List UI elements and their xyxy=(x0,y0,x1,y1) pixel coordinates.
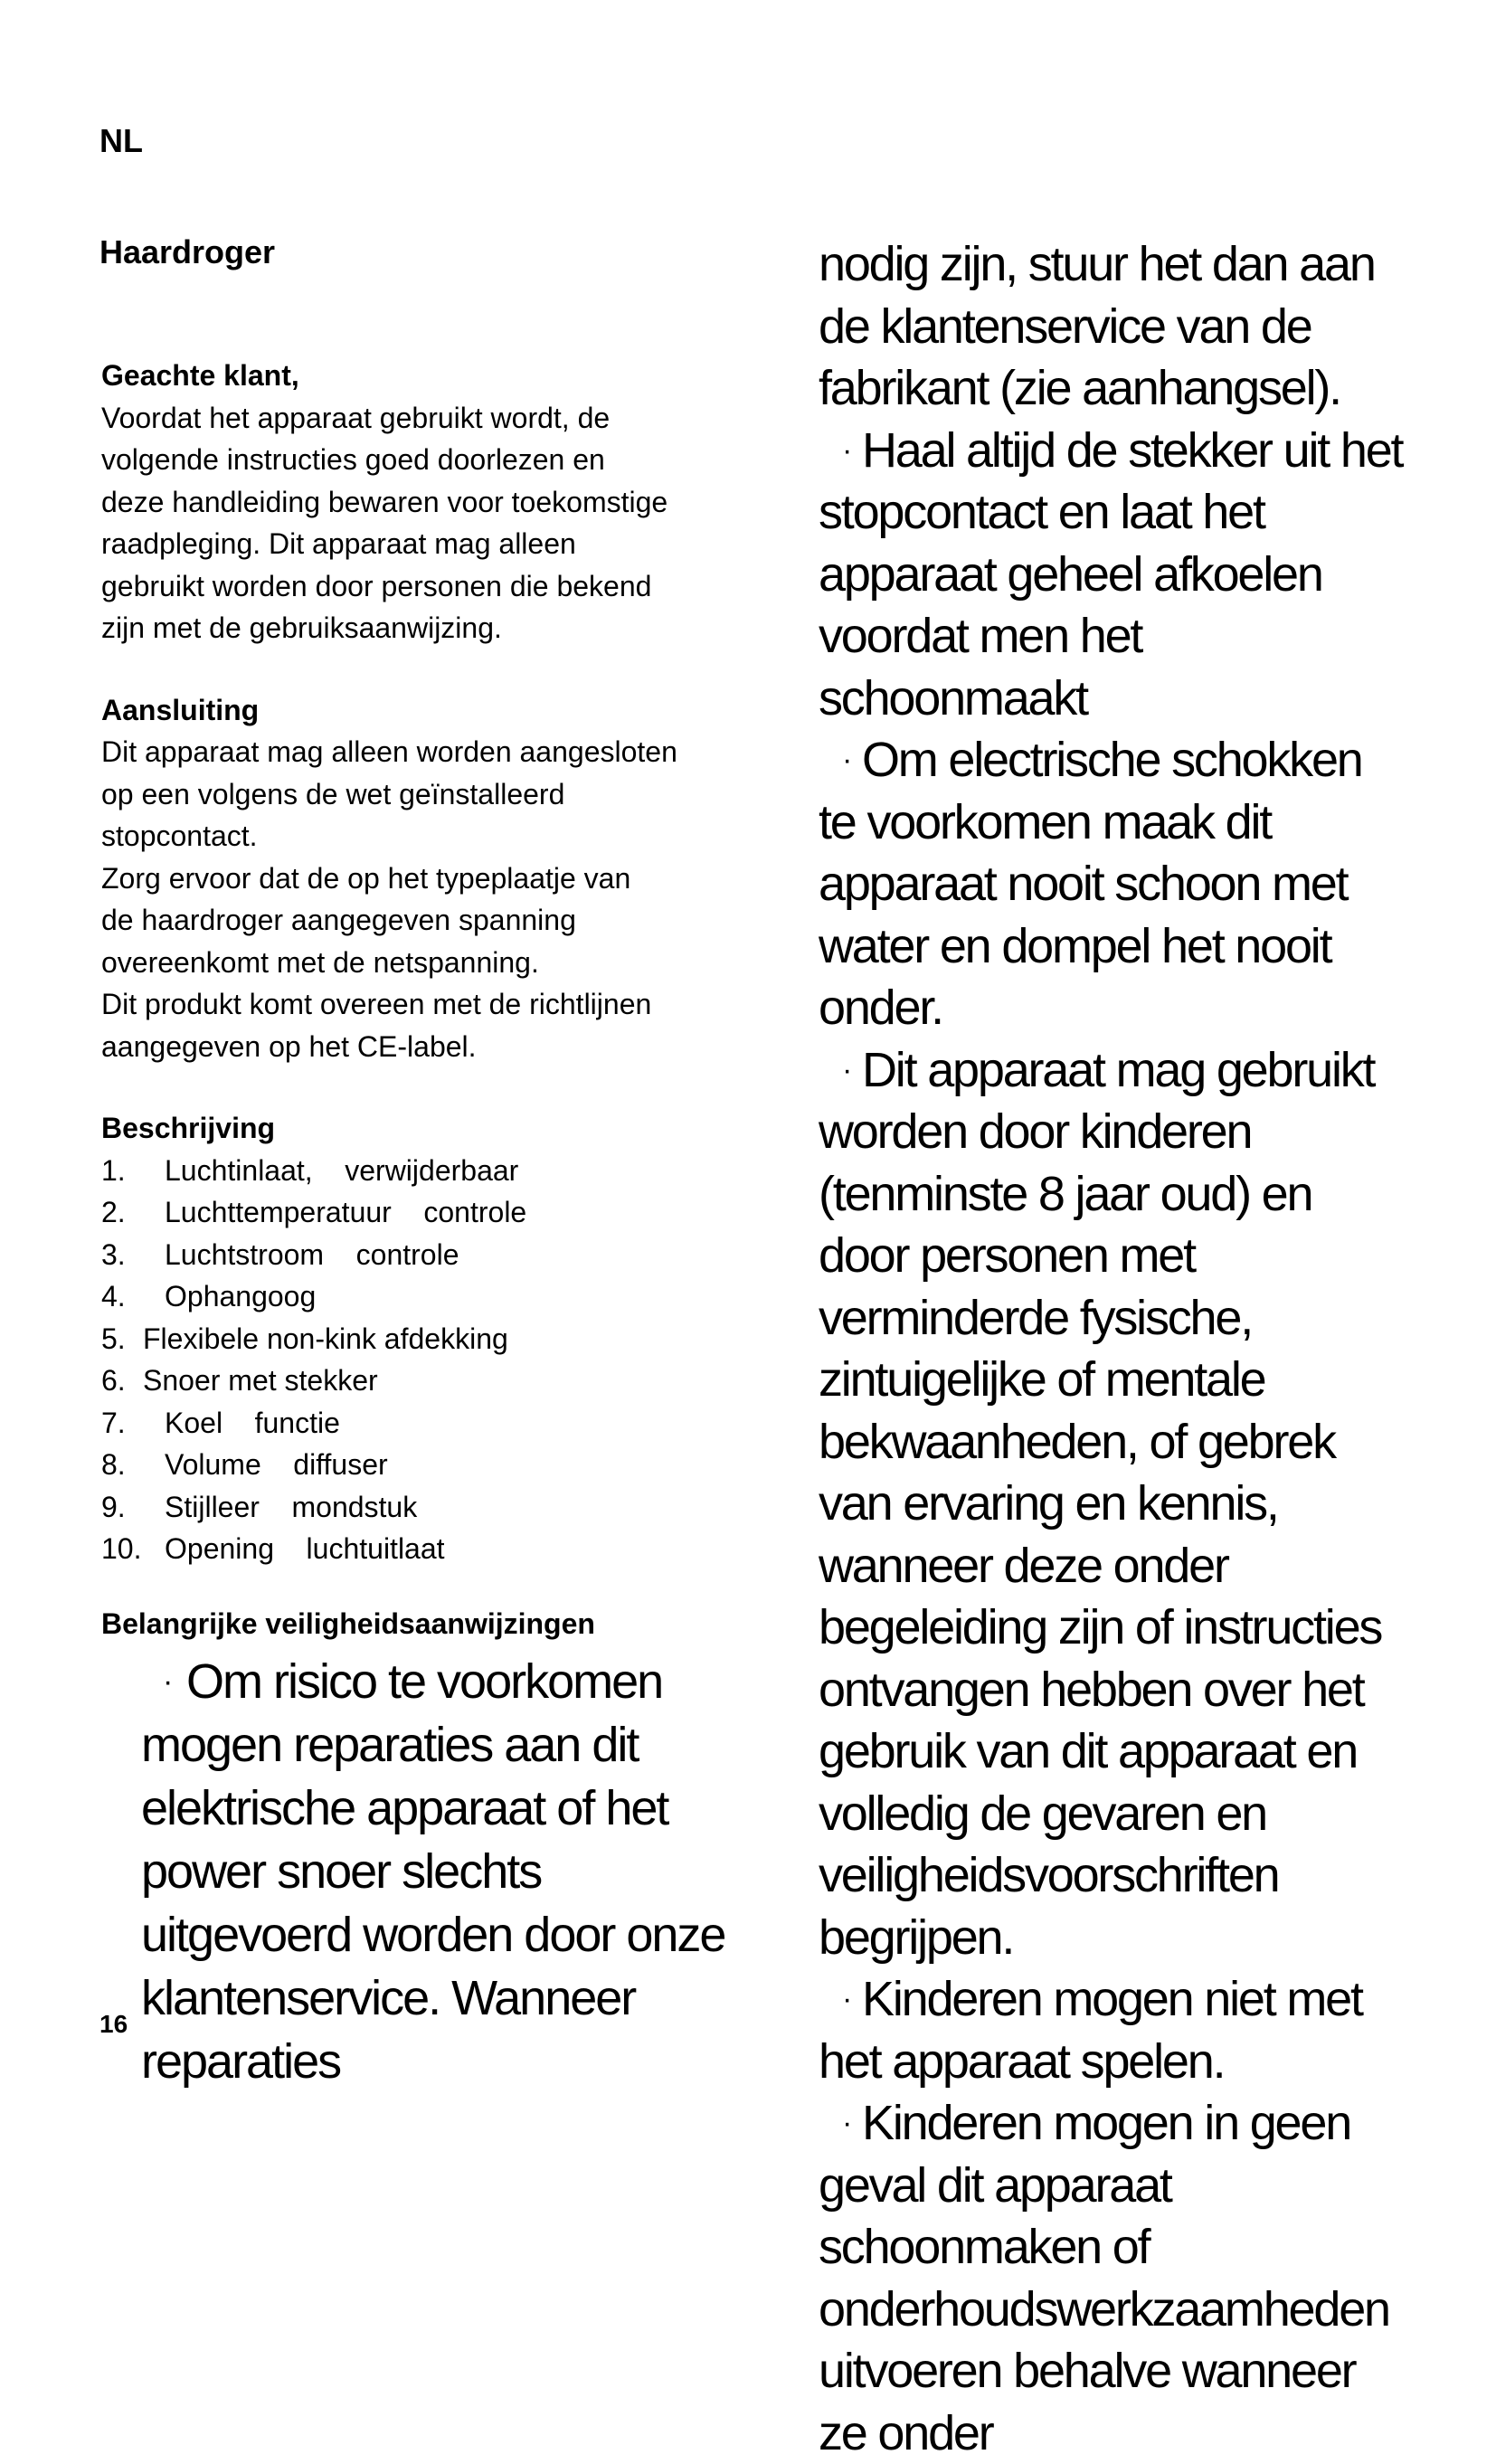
parts-list-item xyxy=(101,1150,771,1192)
parts-list-item xyxy=(101,1318,771,1360)
item-label: Koel functie xyxy=(165,1402,340,1445)
safety-section xyxy=(101,1603,771,2094)
connection-heading: Aansluiting xyxy=(101,689,771,732)
item-label: Opening luchtuitlaat xyxy=(165,1528,445,1570)
item-number: 1. xyxy=(101,1150,165,1192)
greeting-section xyxy=(101,355,771,649)
page-title: Haardroger xyxy=(99,233,275,271)
bullet-icon: · xyxy=(118,1650,171,1713)
safety-bullet-item xyxy=(819,1968,1406,2092)
item-number: 7. xyxy=(101,1402,165,1445)
text-line: stopcontact. xyxy=(101,815,771,858)
text-line: op een volgens de wet geïnstalleerd xyxy=(101,773,771,816)
item-label: Volume diffuser xyxy=(165,1444,388,1486)
connection-text xyxy=(101,731,771,1067)
parts-list xyxy=(101,1150,771,1570)
parts-list-item xyxy=(101,1234,771,1276)
safety-bullet-item xyxy=(101,1650,753,2093)
item-number: 5. xyxy=(101,1318,143,1360)
item-number: 8. xyxy=(101,1444,165,1486)
left-column xyxy=(101,355,771,2093)
safety-bullet-item xyxy=(819,2092,1406,2464)
item-label: Ophangoog xyxy=(165,1275,316,1318)
text-line: de haardroger aangegeven spanning xyxy=(101,899,771,942)
text-line: Dit apparaat mag alleen worden aangesloten xyxy=(101,731,771,773)
item-label: Snoer met stekker xyxy=(143,1360,378,1402)
item-number: 10. xyxy=(101,1528,165,1570)
description-heading: Beschrijving xyxy=(101,1107,771,1150)
safety-heading: Belangrijke veiligheidsaanwijzingen xyxy=(101,1603,771,1645)
text-line: aangegeven op het CE-label. xyxy=(101,1026,771,1068)
bullet-text: Kinderen mogen niet met het apparaat spelen. xyxy=(819,1972,1362,2089)
bullet-text: Om electrische schokken te voorkomen maak dit apparaat nooit schoon met water en dompel het nooit onder. xyxy=(819,733,1362,1035)
safety-list-left xyxy=(101,1650,753,2093)
item-number: 3. xyxy=(101,1234,165,1276)
page-number: 16 xyxy=(99,2010,128,2039)
safety-bullet-item xyxy=(819,1039,1406,1969)
safety-bullet-item xyxy=(819,729,1406,1039)
text-line: gebruikt worden door personen die bekend xyxy=(101,565,771,608)
text-line: zijn met de gebruiksaanwijzing. xyxy=(101,607,771,649)
bullet-text: Kinderen mogen in geen geval dit apparaat schoonmaken of onderhoudswerkzaamheden uitvoeren behalve wanneer ze onder xyxy=(819,2096,1389,2460)
item-label: Luchtstroom controle xyxy=(165,1234,459,1276)
bullet-text: Om risico te voorkomen mogen reparaties aan dit elektrische apparaat of het power snoer slechts uitgevoerd worden door onze klantenservice. Wanneer reparaties xyxy=(141,1654,724,2089)
item-label: Luchtinlaat, verwijderbaar xyxy=(165,1150,518,1192)
bullet-text: Haal altijd de stekker uit het stopcontact en laat het apparaat geheel afkoelen voordat men het schoonmaakt xyxy=(819,423,1402,725)
connection-section xyxy=(101,689,771,1068)
text-line: Dit produkt komt overeen met de richtlijnen xyxy=(101,983,771,1026)
text-line: Zorg ervoor dat de op het typeplaatje van xyxy=(101,858,771,900)
bullet-icon: · xyxy=(799,2092,850,2155)
item-number: 6. xyxy=(101,1360,143,1402)
bullet-icon: · xyxy=(799,1968,850,2031)
greeting-text xyxy=(101,397,771,649)
description-section xyxy=(101,1107,771,1570)
parts-list-item xyxy=(101,1444,771,1486)
text-line: overeenkomt met de netspanning. xyxy=(101,942,771,984)
item-number: 4. xyxy=(101,1275,165,1318)
parts-list-item xyxy=(101,1360,771,1402)
item-label: Stijlleer mondstuk xyxy=(165,1486,417,1529)
safety-list-right xyxy=(819,420,1406,2464)
text-line: volgende instructies goed doorlezen en xyxy=(101,439,771,481)
safety-continuation: nodig zijn, stuur het dan aan de klantenservice van de fabrikant (zie aanhangsel). xyxy=(819,233,1406,420)
text-line: deze handleiding bewaren voor toekomstige xyxy=(101,481,771,524)
bullet-icon: · xyxy=(799,1039,850,1102)
bullet-text: Dit apparaat mag gebruikt worden door kinderen (tenminste 8 jaar oud) en door personen met verminderde fysische, zintuigelijke of mentale bekwaanheden, of gebrek van ervaring en kennis, wanneer deze onder begeleiding zijn of instructies ontvangen hebben over het gebruik van dit apparaat en volledig de gevaren en veiligheidsvoorschriften begrijpen. xyxy=(819,1043,1381,1965)
parts-list-item xyxy=(101,1191,771,1234)
parts-list-item xyxy=(101,1528,771,1570)
bullet-icon: · xyxy=(799,729,850,791)
text-line: Voordat het apparaat gebruikt wordt, de xyxy=(101,397,771,440)
bullet-icon: · xyxy=(799,420,850,482)
greeting-heading: Geachte klant, xyxy=(101,355,771,397)
item-number: 2. xyxy=(101,1191,165,1234)
item-label: Flexibele non-kink afdekking xyxy=(143,1318,508,1360)
safety-bullet-item xyxy=(819,420,1406,730)
item-number: 9. xyxy=(101,1486,165,1529)
language-code: NL xyxy=(99,122,143,160)
right-column xyxy=(819,233,1406,2464)
item-label: Luchttemperatuur controle xyxy=(165,1191,526,1234)
parts-list-item xyxy=(101,1275,771,1318)
parts-list-item xyxy=(101,1486,771,1529)
text-line: raadpleging. Dit apparaat mag alleen xyxy=(101,523,771,565)
parts-list-item xyxy=(101,1402,771,1445)
